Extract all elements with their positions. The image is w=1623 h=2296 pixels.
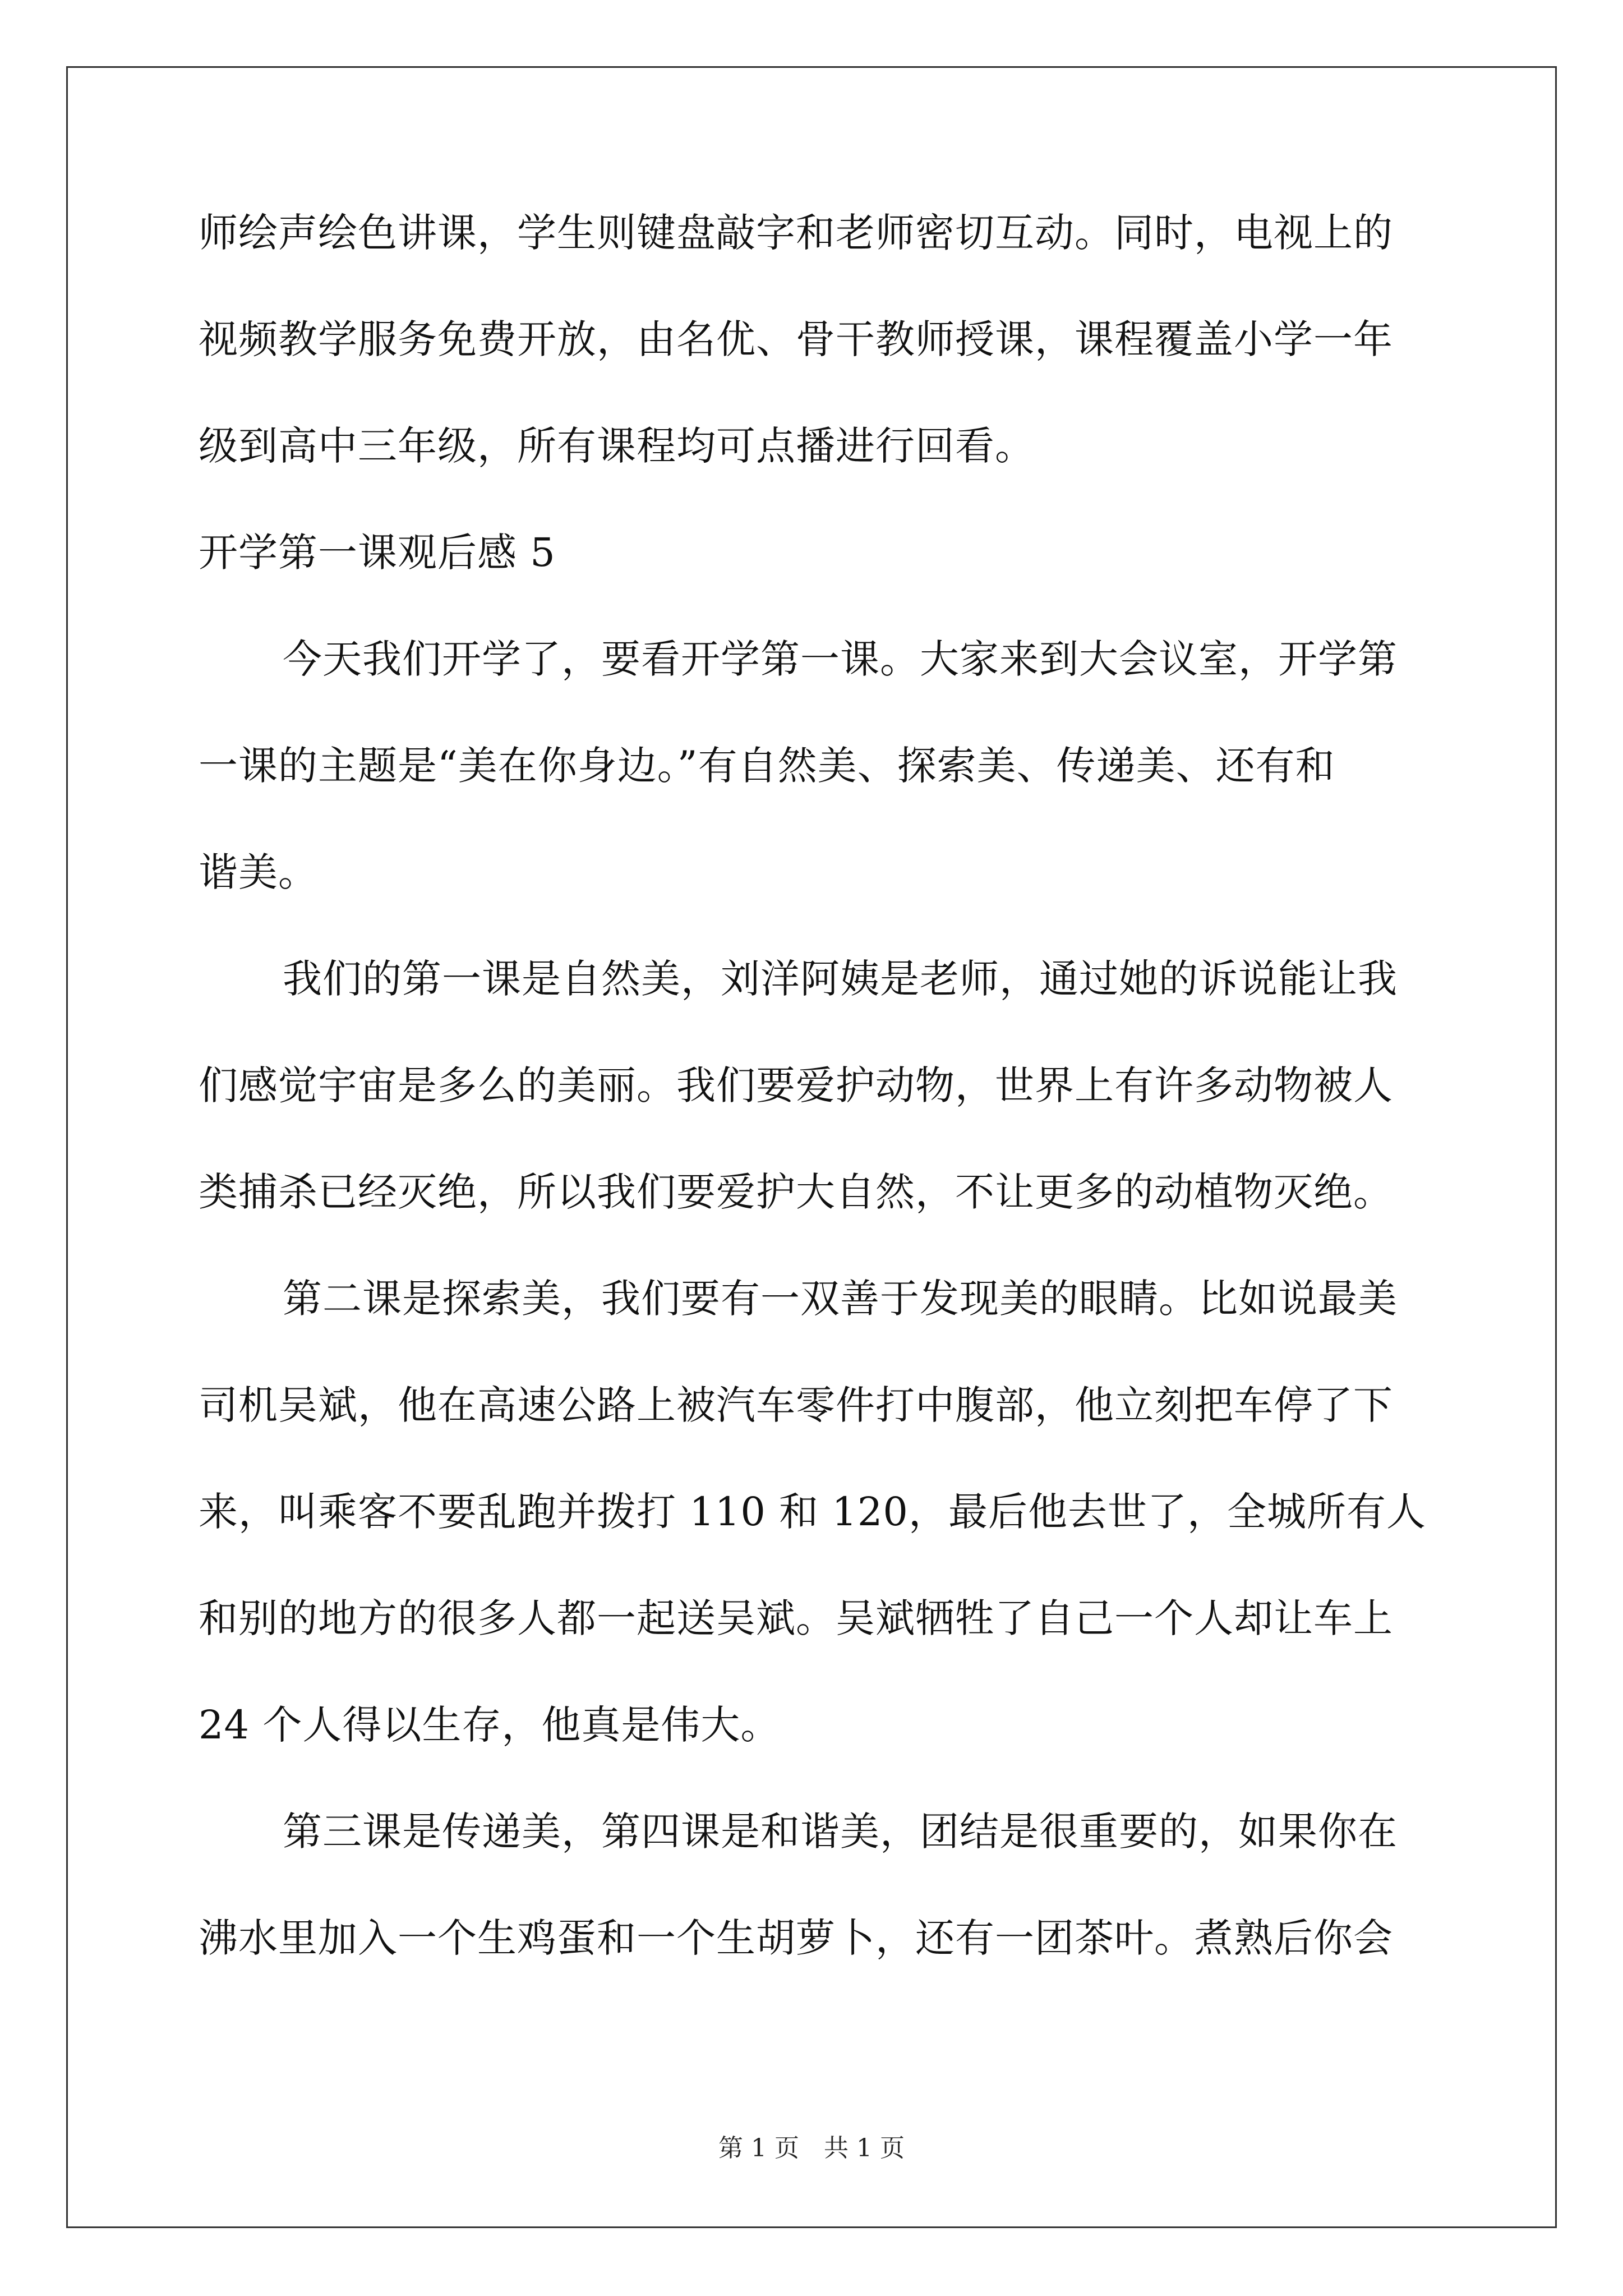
page-number-footer: 第 1 页 共 1 页 xyxy=(718,2134,905,2162)
text-line: 们感觉宇宙是多么的美丽。我们要爱护动物，世界上有许多动物被人 xyxy=(199,1062,1393,1108)
section-heading: 开学第一课观后感 5 xyxy=(199,530,556,576)
text-line: 第三课是传递美，第四课是和谐美，团结是很重要的，如果你在 xyxy=(283,1809,1398,1855)
text-line: 来，叫乘客不要乱跑并拨打 110 和 120，最后他去世了，全城所有人 xyxy=(199,1489,1426,1535)
text-line: 视频教学服务免费开放，由名优、骨干教师授课，课程覆盖小学一年 xyxy=(199,316,1393,362)
text-line: 今天我们开学了，要看开学第一课。大家来到大会议室，开学第 xyxy=(283,636,1398,682)
text-line: 我们的第一课是自然美，刘洋阿姨是老师，通过她的诉说能让我 xyxy=(283,956,1398,1002)
text-line: 类捕杀已经灭绝，所以我们要爱护大自然，不让更多的动植物灭绝。 xyxy=(199,1169,1393,1215)
text-line: 司机吴斌，他在高速公路上被汽车零件打中腹部，他立刻把车停了下 xyxy=(199,1382,1393,1428)
text-line: 谐美。 xyxy=(199,849,318,895)
text-line: 沸水里加入一个生鸡蛋和一个生胡萝卜，还有一团茶叶。煮熟后你会 xyxy=(199,1915,1393,1961)
text-line: 24 个人得以生存，他真是伟大。 xyxy=(199,1702,781,1748)
text-line: 级到高中三年级，所有课程均可点播进行回看。 xyxy=(199,423,1035,469)
document-body xyxy=(199,210,1432,2025)
text-line: 一课的主题是“美在你身边。”有自然美、探索美、传递美、还有和 xyxy=(199,743,1335,789)
text-line: 第二课是探索美，我们要有一双善于发现美的眼睛。比如说最美 xyxy=(283,1276,1398,1322)
text-line: 师绘声绘色讲课，学生则键盘敲字和老师密切互动。同时，电视上的 xyxy=(199,210,1393,256)
text-line: 和别的地方的很多人都一起送吴斌。吴斌牺牲了自己一个人却让车上 xyxy=(199,1595,1393,1641)
